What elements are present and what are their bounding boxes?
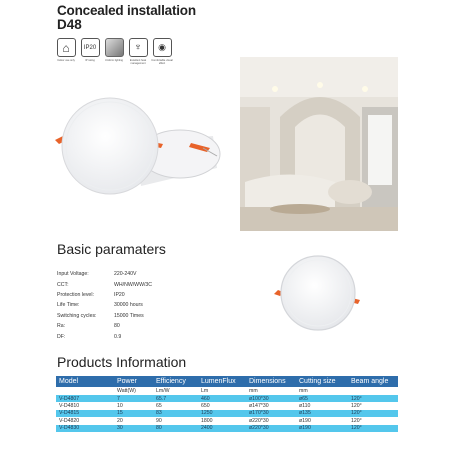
col-dimensions: Dimensions: [246, 376, 296, 387]
light-gradient-icon: [105, 38, 124, 57]
col-power: Power: [114, 376, 153, 387]
model-code: D48: [57, 17, 82, 32]
eye-icon: ◉: [153, 38, 172, 57]
params-list: [57, 269, 204, 342]
col-cutting-size: Cutting size: [296, 376, 348, 387]
param-row: Life Time: 30000 hours: [57, 302, 143, 309]
products-table: [56, 376, 398, 432]
feature-ip20: IP20 IP rating: [80, 38, 100, 65]
feature-heat: ♆ Excellent heat management: [128, 38, 148, 65]
col-beam-angle: Beam angle: [348, 376, 398, 387]
lamp-dimming-icon: ♆: [129, 38, 148, 57]
table-row: V-D4810 10 65 650 ø147*30 ø110 120°: [59, 403, 362, 410]
feature-uniform: Uniform lighting: [104, 38, 124, 65]
feature-indoor: ⌂ Indoor use only: [56, 38, 76, 65]
param-row: Protection level: IP20: [57, 291, 125, 298]
house-icon: ⌂: [57, 38, 76, 57]
feature-icons: [56, 38, 172, 65]
param-row: Ra: 80: [57, 323, 120, 330]
col-lumenflux: LumenFlux: [198, 376, 246, 387]
table-row: V-D4820 20 90 1800 ø220*30 ø190 120°: [59, 417, 362, 424]
param-row: Switching cycles: 15000 Times: [57, 312, 144, 319]
param-row: CCT: WH/NW/WW/3C: [57, 281, 153, 288]
table-row: V-D4830 30 80 2400 ø220*30 ø190 120°: [56, 425, 398, 432]
col-efficiency: Efficiency: [153, 376, 198, 387]
table-units-row: Watt(W) Lm/W Lm mm mm: [117, 388, 308, 394]
table-row: V-D4807 7 65.7 460 ø100*30 ø65 120°: [56, 395, 398, 402]
params-heading: Basic paramaters: [57, 241, 166, 257]
feature-visual: ◉ Comfortable visual effect: [152, 38, 172, 65]
table-header-row: [56, 376, 398, 387]
products-heading: Products Information: [57, 354, 187, 370]
living-room-photo: [240, 57, 398, 231]
param-row: DF: 0.9: [57, 333, 122, 340]
ip20-icon: IP20: [81, 38, 100, 57]
page-title: Concealed installation: [57, 3, 196, 18]
col-model: Model: [56, 376, 114, 387]
downlight-product-image: [45, 88, 225, 208]
param-row: Input Voltage: 220-240V: [57, 271, 137, 278]
table-row: V-D4815 15 83 1250 ø170*30 ø135 120°: [56, 410, 398, 417]
downlight-single-image: [272, 252, 362, 332]
